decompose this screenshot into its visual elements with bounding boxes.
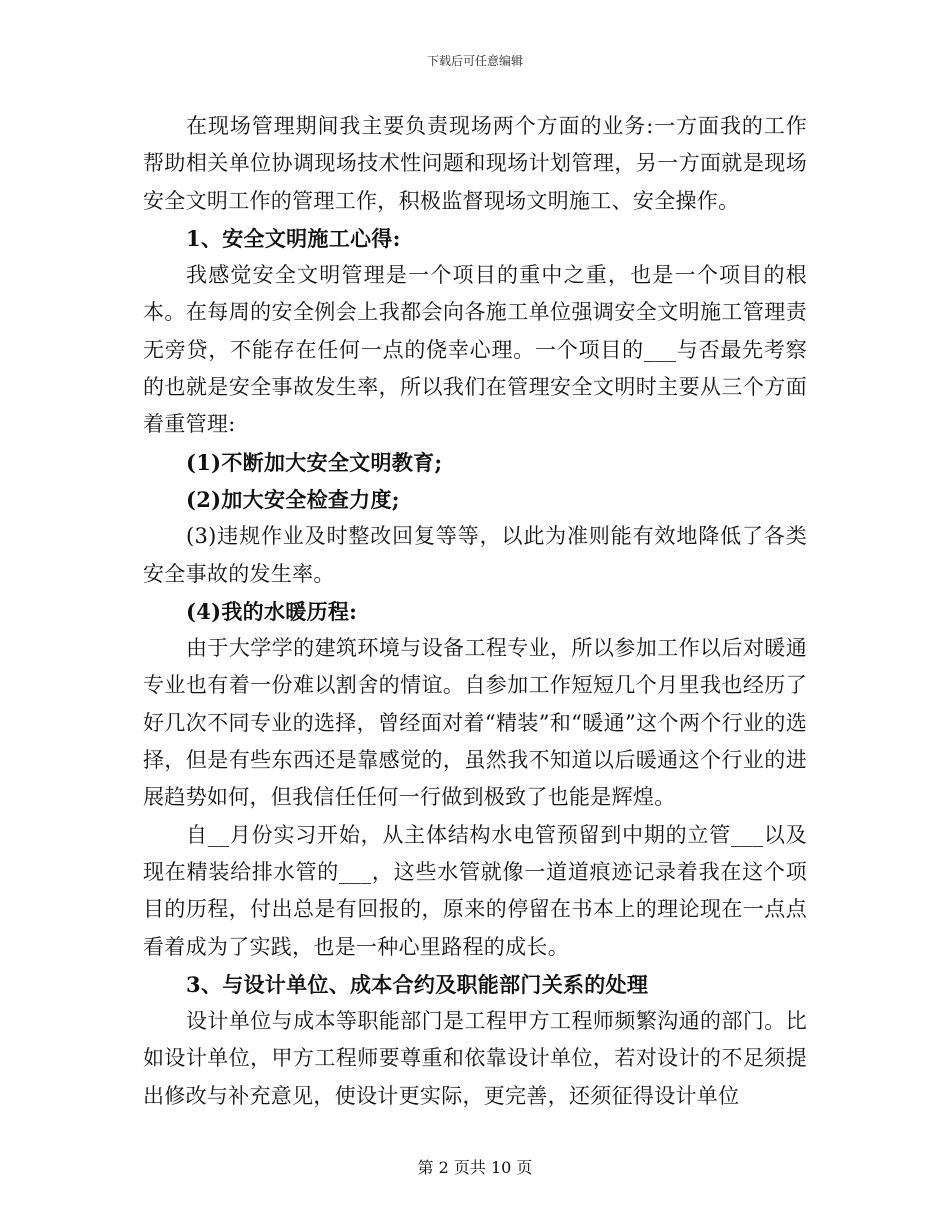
- heading-safety-experience: 1、安全文明施工心得:: [186, 225, 401, 251]
- heading-department-relations: 3、与设计单位、成本合约及职能部门关系的处理: [186, 971, 649, 997]
- page-footer: 第 2 页共 10 页: [417, 1158, 533, 1177]
- paragraph-design-units: 设计单位与成本等职能部门是工程甲方工程师频繁沟通的部门。比如设计单位，甲方工程师要尊重和依靠设计单位，若对设计的不足须提出修改与补充意见，使设计更实际，更完善，还须征得设计单位: [143, 1009, 807, 1108]
- heading-plumbing-history: (4)我的水暖历程:: [186, 598, 358, 624]
- paragraph-site-management: 在现场管理期间我主要负责现场两个方面的业务:一方面我的工作帮助相关单位协调现场技术性问题和现场计划管理，另一方面就是现场安全文明工作的管理工作，积极监督现场文明施工、安全操作。: [143, 114, 807, 213]
- page-header: 下载后可任意编辑: [426, 54, 523, 68]
- paragraph-safety-management: 我感觉安全文明管理是一个项目的重中之重，也是一个项目的根本。在每周的安全例会上我都会向各施工单位强调安全文明施工管理责无旁贷，不能存在任何一点的侥幸心理。一个项目的___与否最先考察的也就是安全事故发生率，所以我们在管理安全文明时主要从三个方面着重管理:: [143, 263, 807, 437]
- list-item-inspection: (2)加大安全检查力度;: [186, 486, 400, 512]
- paragraph-project-history: 自__月份实习开始，从主体结构水电管预留到中期的立管___以及现在精装给排水管的___，这些水管就像一道道痕迹记录着我在这个项目的历程，付出总是有回报的，原来的停留在书本上的理论现在一点点看着成为了实践，也是一种心里路程的成长。: [143, 822, 807, 959]
- list-item-rectification: (3)违规作业及时整改回复等等，以此为准则能有效地降低了各类安全事故的发生率。: [143, 524, 807, 586]
- list-item-education: (1)不断加大安全文明教育;: [186, 449, 443, 475]
- paragraph-major-choice: 由于大学学的建筑环境与设备工程专业，所以参加工作以后对暖通专业也有着一份难以割舍的情谊。自参加工作短短几个月里我也经历了好几次不同专业的选择，曾经面对着“精装”和“暖通”这个两个行业的选择，但是有些东西还是靠感觉的，虽然我不知道以后暖通这个行业的进展趋势如何，但我信任任何一行做到极致了也能是辉煌。: [143, 636, 807, 810]
- document-body: [143, 108, 807, 1115]
